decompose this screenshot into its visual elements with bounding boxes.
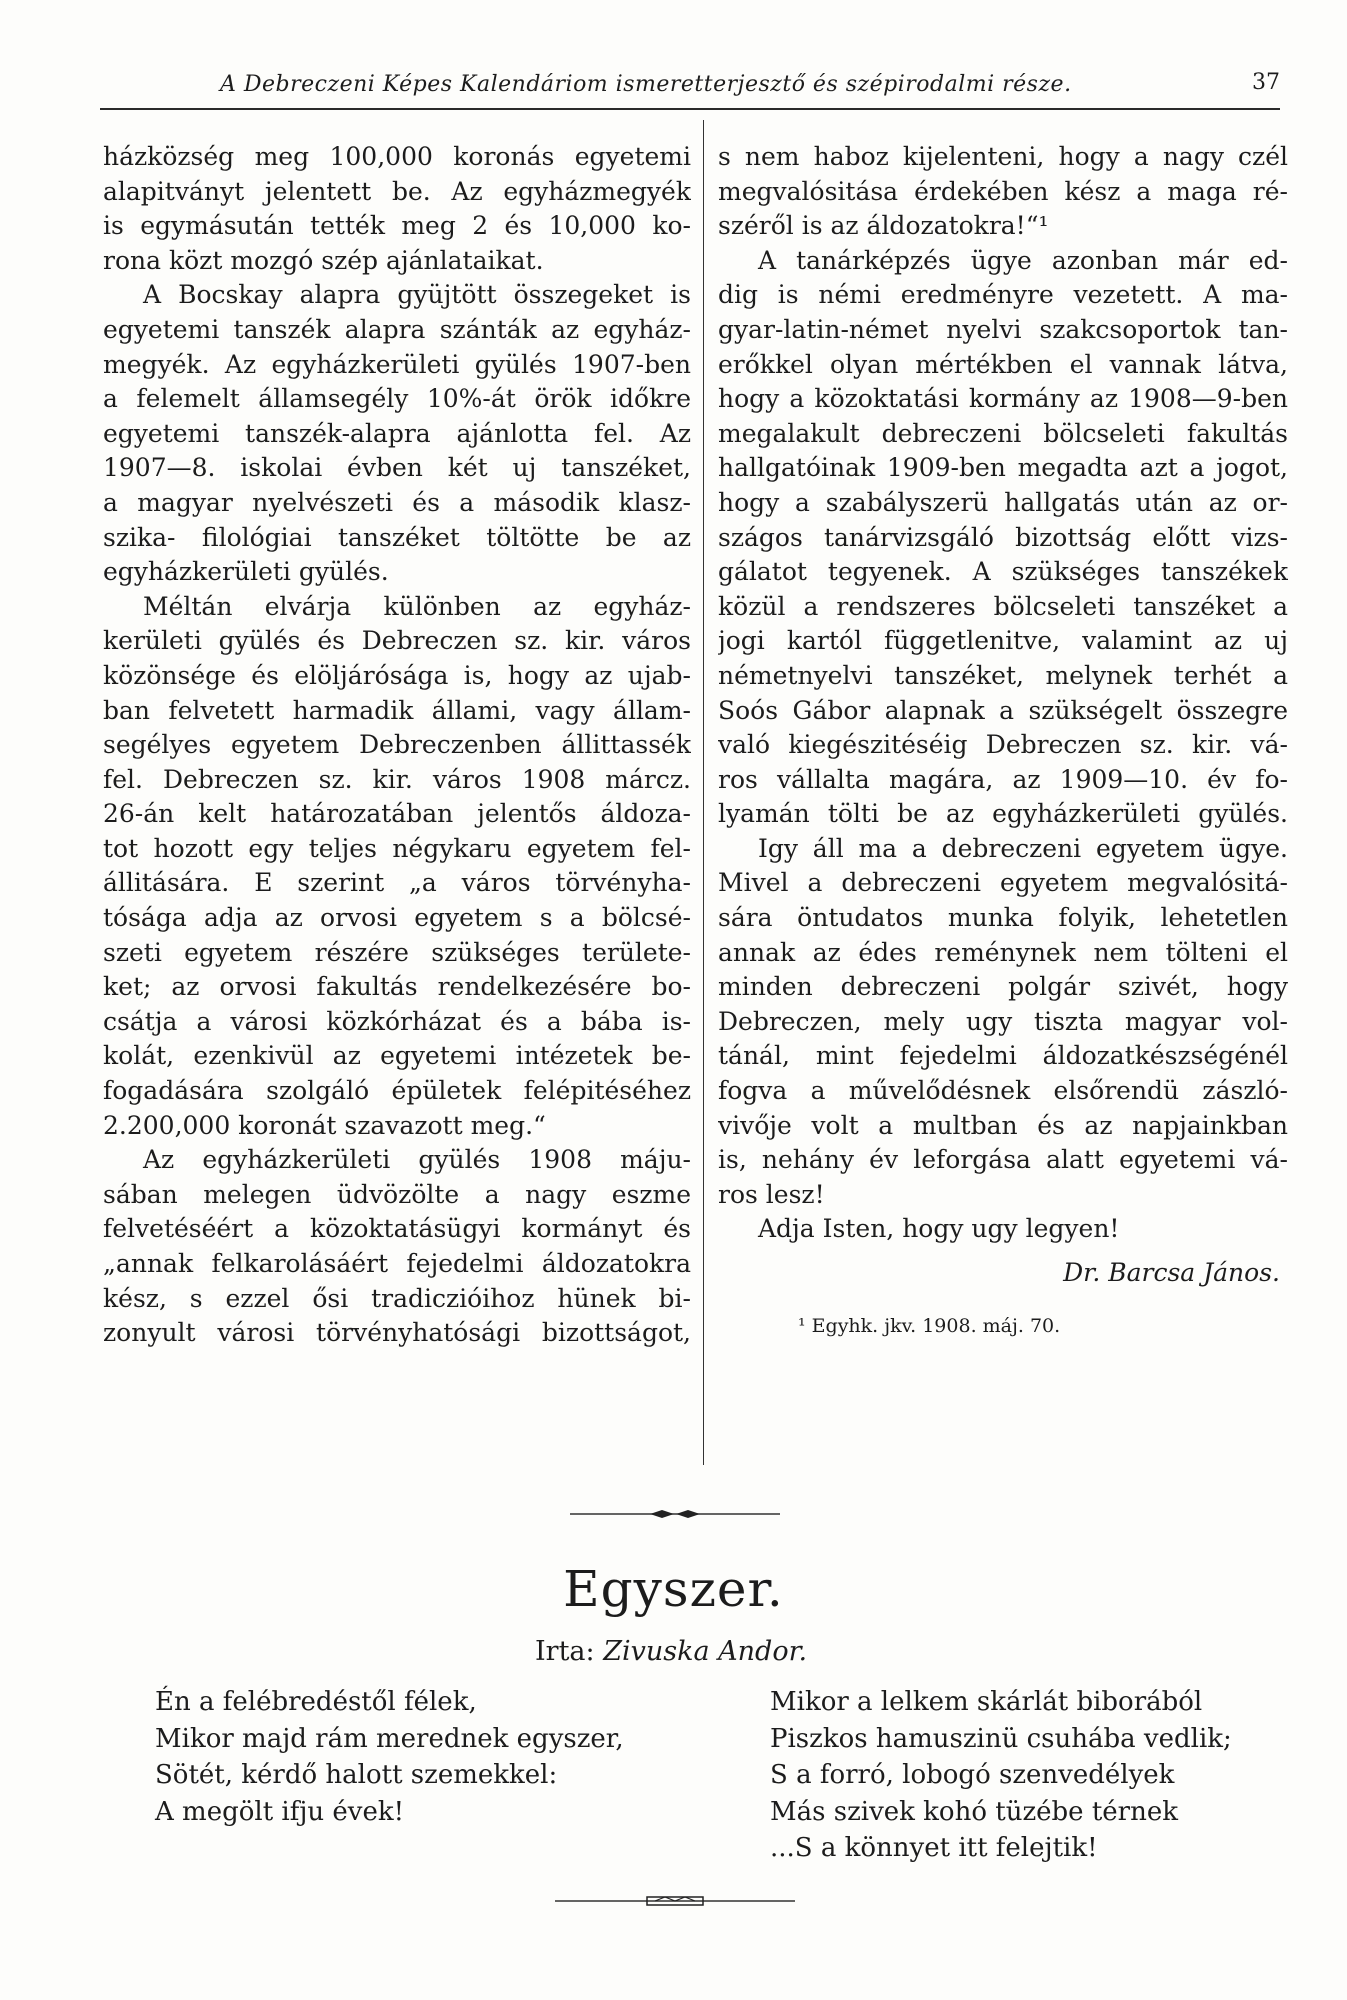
- text-line: a magyar nyelvészeti és a második klasz-: [103, 487, 691, 517]
- poem-line: Más szivek kohó tüzébe térnek: [770, 1796, 1178, 1827]
- poem-line: A megölt ifju évek!: [155, 1796, 405, 1827]
- text-line: minden debreczeni polgár szivét, hogy: [718, 972, 1288, 1002]
- left-column: [103, 140, 691, 1351]
- column-divider: [703, 120, 704, 1465]
- text-line: Adja Isten, hogy ugy legyen!: [758, 1214, 1120, 1244]
- section-divider-ornament: [570, 1508, 780, 1520]
- text-line: erőkkel olyan mértékben el vannak látva,: [718, 349, 1288, 379]
- text-line: annak az édes reménynek nem tölteni el: [718, 937, 1288, 967]
- poem-line: Én a felébredéstől félek,: [155, 1687, 477, 1717]
- text-line: közönsége és elöljárósága is, hogy az ujab-: [103, 660, 691, 690]
- text-line: egyházkerületi gyülés.: [103, 557, 389, 587]
- text-line: 26-án kelt határozatában jelentős áldoza-: [103, 799, 691, 829]
- text-line: is, nehány év leforgása alatt egyetemi vá-: [718, 1145, 1288, 1175]
- poem-title: Egyszer.: [563, 1560, 784, 1618]
- text-line: Debreczen, mely ugy tiszta magyar vol-: [718, 1006, 1288, 1036]
- footnote: ¹ Egyhk. jkv. 1908. máj. 70.: [798, 1315, 1061, 1337]
- running-title: A Debreczeni Képes Kalendáriom ismeretterjesztő és szépirodalmi része.: [220, 72, 1072, 97]
- text-line: ket; az orvosi fakultás rendelkezésére bo-: [103, 972, 691, 1002]
- text-line: segélyes egyetem Debreczenben állittassék: [103, 730, 691, 760]
- byline-prefix: Irta:: [535, 1636, 595, 1667]
- poem-stanza-2: [770, 1684, 1232, 1867]
- text-line: fogva a művelődésnek elsőrendü zászló-: [718, 1076, 1288, 1106]
- text-line: vivője volt a multban és az napjainkban: [718, 1110, 1288, 1140]
- poem-line: Mikor majd rám merednek egyszer,: [155, 1723, 624, 1754]
- text-line: Az egyházkerületi gyülés 1908 máju-: [143, 1145, 691, 1175]
- text-line: tánál, mint fejedelmi áldozatkészségénél: [718, 1041, 1288, 1071]
- text-line: Méltán elvárja különben az egyház-: [143, 591, 691, 621]
- text-line: tot hozott egy teljes négykaru egyetem fel-: [103, 833, 691, 863]
- text-line: fogadására szolgáló épületek felépitéséhez: [103, 1076, 691, 1106]
- text-line: sára öntudatos munka folyik, lehetetlen: [718, 903, 1288, 933]
- text-line: A tanárképzés ügye azonban már ed-: [758, 245, 1288, 275]
- text-line: is egymásután tették meg 2 és 10,000 ko-: [103, 211, 691, 241]
- poem-byline: [535, 1636, 807, 1667]
- text-line: hallgatóinak 1909-ben megadta azt a jogot,: [718, 453, 1288, 483]
- text-line: németnyelvi tanszéket, melynek terhét a: [718, 660, 1288, 690]
- right-column: [718, 140, 1288, 1337]
- text-line: kerületi gyülés és Debreczen sz. kir. város: [103, 626, 691, 656]
- text-line: felvetéséért a közoktatásügyi kormányt és: [103, 1214, 691, 1244]
- text-line: szágos tanárvizsgáló bizottság előtt vizs-: [718, 522, 1288, 552]
- text-line: megvalósitása érdekében kész a maga ré-: [718, 176, 1288, 206]
- text-line: a felemelt államsegély 10%-át örök időkre: [103, 384, 691, 414]
- text-line: „annak felkarolásáért fejedelmi áldozatokra: [103, 1249, 691, 1278]
- text-line: egyetemi tanszék-alapra ajánlotta fel. Az: [103, 418, 691, 448]
- text-line: kész, s ezzel ősi tradiczióihoz hünek bi-: [103, 1283, 691, 1313]
- poem-stanza-1: [155, 1684, 624, 1830]
- text-line: Mivel a debreczeni egyetem megvalósitá-: [718, 868, 1288, 898]
- text-line: ros lesz!: [718, 1179, 825, 1209]
- text-line: ros vállalta magára, az 1909—10. év fo-: [718, 764, 1288, 794]
- text-line: sában melegen üdvözölte a nagy eszme: [103, 1179, 691, 1209]
- text-line: lyamán tölti be az egyházkerületi gyülés.: [718, 799, 1288, 829]
- text-line: fel. Debreczen sz. kir. város 1908 márcz.: [103, 764, 691, 794]
- poem-author: Zivuska Andor.: [603, 1636, 808, 1667]
- signature: Dr. Barcsa János.: [1063, 1258, 1280, 1287]
- text-line: közül a rendszeres bölcseleti tanszéket a: [718, 591, 1288, 621]
- text-line: szeti egyetem részére szükséges területe-: [103, 937, 691, 967]
- text-line: házközség meg 100,000 koronás egyetemi: [103, 142, 691, 171]
- text-line: megyék. Az egyházkerületi gyülés 1907-ben: [103, 349, 691, 379]
- poem-line: Mikor a lelkem skárlát biborából: [770, 1687, 1203, 1717]
- text-line: állitására. E szerint „a város törvényha-: [103, 868, 691, 898]
- text-line: ban felvetett harmadik állami, vagy állam-: [103, 695, 691, 725]
- text-line: rona közt mozgó szép ajánlataikat.: [103, 245, 544, 275]
- text-line: s nem haboz kijelenteni, hogy a nagy czél: [718, 142, 1288, 171]
- text-line: zonyult városi törvényhatósági bizottságot,: [103, 1318, 691, 1348]
- page-header: [100, 68, 1280, 110]
- text-line: tósága adja az orvosi egyetem s a bölcsé-: [103, 903, 691, 933]
- text-line: Soós Gábor alapnak a szükségelt összegre: [718, 695, 1288, 725]
- end-ornament: [555, 1895, 795, 1907]
- text-line: kolát, ezenkivül az egyetemi intézetek be-: [103, 1041, 691, 1071]
- text-line: Igy áll ma a debreczeni egyetem ügye.: [758, 833, 1288, 863]
- text-line: 1907—8. iskolai évben két uj tanszéket,: [103, 453, 691, 483]
- text-line: gálatot tegyenek. A szükséges tanszékek: [718, 557, 1288, 587]
- text-line: hogy a közoktatási kormány az 1908—9-ben: [718, 384, 1288, 414]
- text-line: egyetemi tanszék alapra szánták az egyház-: [103, 314, 691, 344]
- text-line: hogy a szabályszerü hallgatás után az or-: [718, 487, 1288, 517]
- poem-line: Piszkos hamuszinü csuhába vedlik;: [770, 1723, 1232, 1754]
- text-line: 2.200,000 koronát szavazott meg.“: [103, 1110, 546, 1140]
- poem-line: S a forró, lobogó szenvedélyek: [770, 1760, 1175, 1790]
- text-line: alapitványt jelentett be. Az egyházmegyék: [103, 176, 691, 206]
- text-line: való kiegészitéséig Debreczen sz. kir. vá-: [718, 730, 1288, 760]
- text-line: gyar-latin-német nyelvi szakcsoportok tan-: [718, 314, 1288, 344]
- text-line: dig is némi eredményre vezetett. A ma-: [718, 280, 1288, 310]
- text-line: széről is az áldozatokra!“¹: [718, 211, 1049, 241]
- text-line: csátja a városi közkórházat és a bába is-: [103, 1006, 691, 1036]
- text-line: megalakult debreczeni bölcseleti fakultás: [718, 418, 1288, 448]
- poem-line: ...S a könnyet itt felejtik!: [770, 1833, 1098, 1863]
- text-line: szika- filológiai tanszéket töltötte be az: [103, 522, 691, 552]
- poem-line: Sötét, kérdő halott szemekkel:: [155, 1760, 558, 1790]
- text-line: jogi kartól függetlenitve, valamint az uj: [718, 626, 1288, 656]
- page-number: 37: [1252, 70, 1280, 95]
- text-line: A Bocskay alapra gyüjtött összegeket is: [143, 280, 691, 310]
